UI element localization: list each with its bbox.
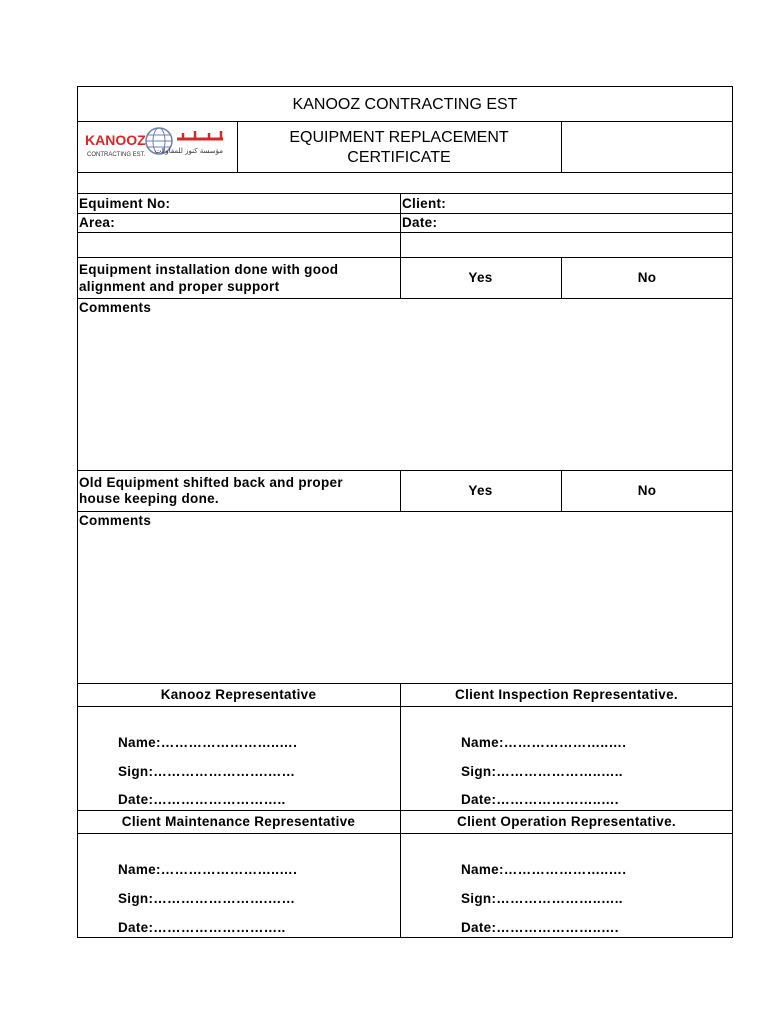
border-bottom	[77, 937, 733, 938]
check2-yes[interactable]: Yes	[468, 483, 493, 498]
check2-question-line2: house keeping done.	[79, 491, 219, 506]
client-operation-rep-heading: Client Operation Representative.	[457, 814, 676, 829]
client-inspection-rep-name: Name:…………………..….	[461, 735, 627, 750]
logo-sub: CONTRACTING EST.	[87, 152, 146, 158]
certificate-title-line2: CERTIFICATE	[347, 149, 451, 166]
equipment-no-label: Equiment No:	[79, 196, 171, 211]
check1-no[interactable]: No	[637, 270, 657, 285]
rule	[77, 121, 733, 122]
check1-yes[interactable]: Yes	[468, 270, 493, 285]
certificate-title-line1: EQUIPMENT REPLACEMENT	[289, 129, 509, 146]
client-inspection-rep-heading: Client Inspection Representative.	[455, 687, 678, 702]
client-operation-rep-date: Date:…………………..….	[461, 920, 619, 935]
client-maintenance-rep-sign: Sign:…………………….……	[118, 891, 296, 906]
kanooz-rep-name: Name:……………………..….	[118, 735, 298, 750]
rule	[77, 470, 733, 471]
border-top	[77, 86, 733, 87]
kanooz-logo	[83, 123, 229, 161]
area-label: Area:	[79, 215, 116, 230]
rule	[77, 810, 733, 811]
check2-comments-label: Comments	[79, 513, 152, 528]
kanooz-rep-heading: Kanooz Representative	[160, 687, 317, 702]
logo-brand: KANOOZ	[85, 132, 146, 148]
client-operation-rep-sign: Sign:…………………..…..	[461, 891, 623, 906]
certificate-form	[77, 86, 733, 938]
rule	[77, 683, 733, 684]
client-label: Client:	[402, 196, 447, 211]
logo-arabic-text: مؤسسة كنوز للمقاولات	[154, 147, 223, 155]
kanooz-rep-sign: Sign:…………………….……	[118, 764, 296, 779]
rule	[77, 298, 733, 299]
rule	[77, 257, 733, 258]
rule	[561, 121, 562, 172]
date-label: Date:	[402, 215, 438, 230]
rule	[77, 511, 733, 512]
client-maintenance-rep-date: Date:………………………..	[118, 920, 286, 935]
rule	[77, 213, 733, 214]
client-operation-rep-name: Name:…………………..….	[461, 862, 627, 877]
check2-no[interactable]: No	[637, 483, 657, 498]
rule	[400, 683, 401, 938]
check1-question-line1: Equipment installation done with good	[79, 262, 339, 277]
client-maintenance-rep-name: Name:……………………..….	[118, 862, 298, 877]
client-inspection-rep-sign: Sign:…………………..…..	[461, 764, 623, 779]
check1-question-line2: alignment and proper support	[79, 279, 280, 294]
rule	[77, 172, 733, 173]
company-name: KANOOZ CONTRACTING EST	[292, 96, 518, 113]
rule	[77, 232, 733, 233]
kanooz-rep-date: Date:………………………..	[118, 792, 286, 807]
client-maintenance-rep-heading: Client Maintenance Representative	[121, 814, 356, 829]
check1-comments-label: Comments	[79, 300, 152, 315]
client-inspection-rep-date: Date:…………………..….	[461, 792, 619, 807]
rule	[77, 706, 733, 707]
rule	[77, 833, 733, 834]
check2-question-line1: Old Equipment shifted back and proper	[79, 475, 343, 490]
rule	[77, 193, 733, 194]
